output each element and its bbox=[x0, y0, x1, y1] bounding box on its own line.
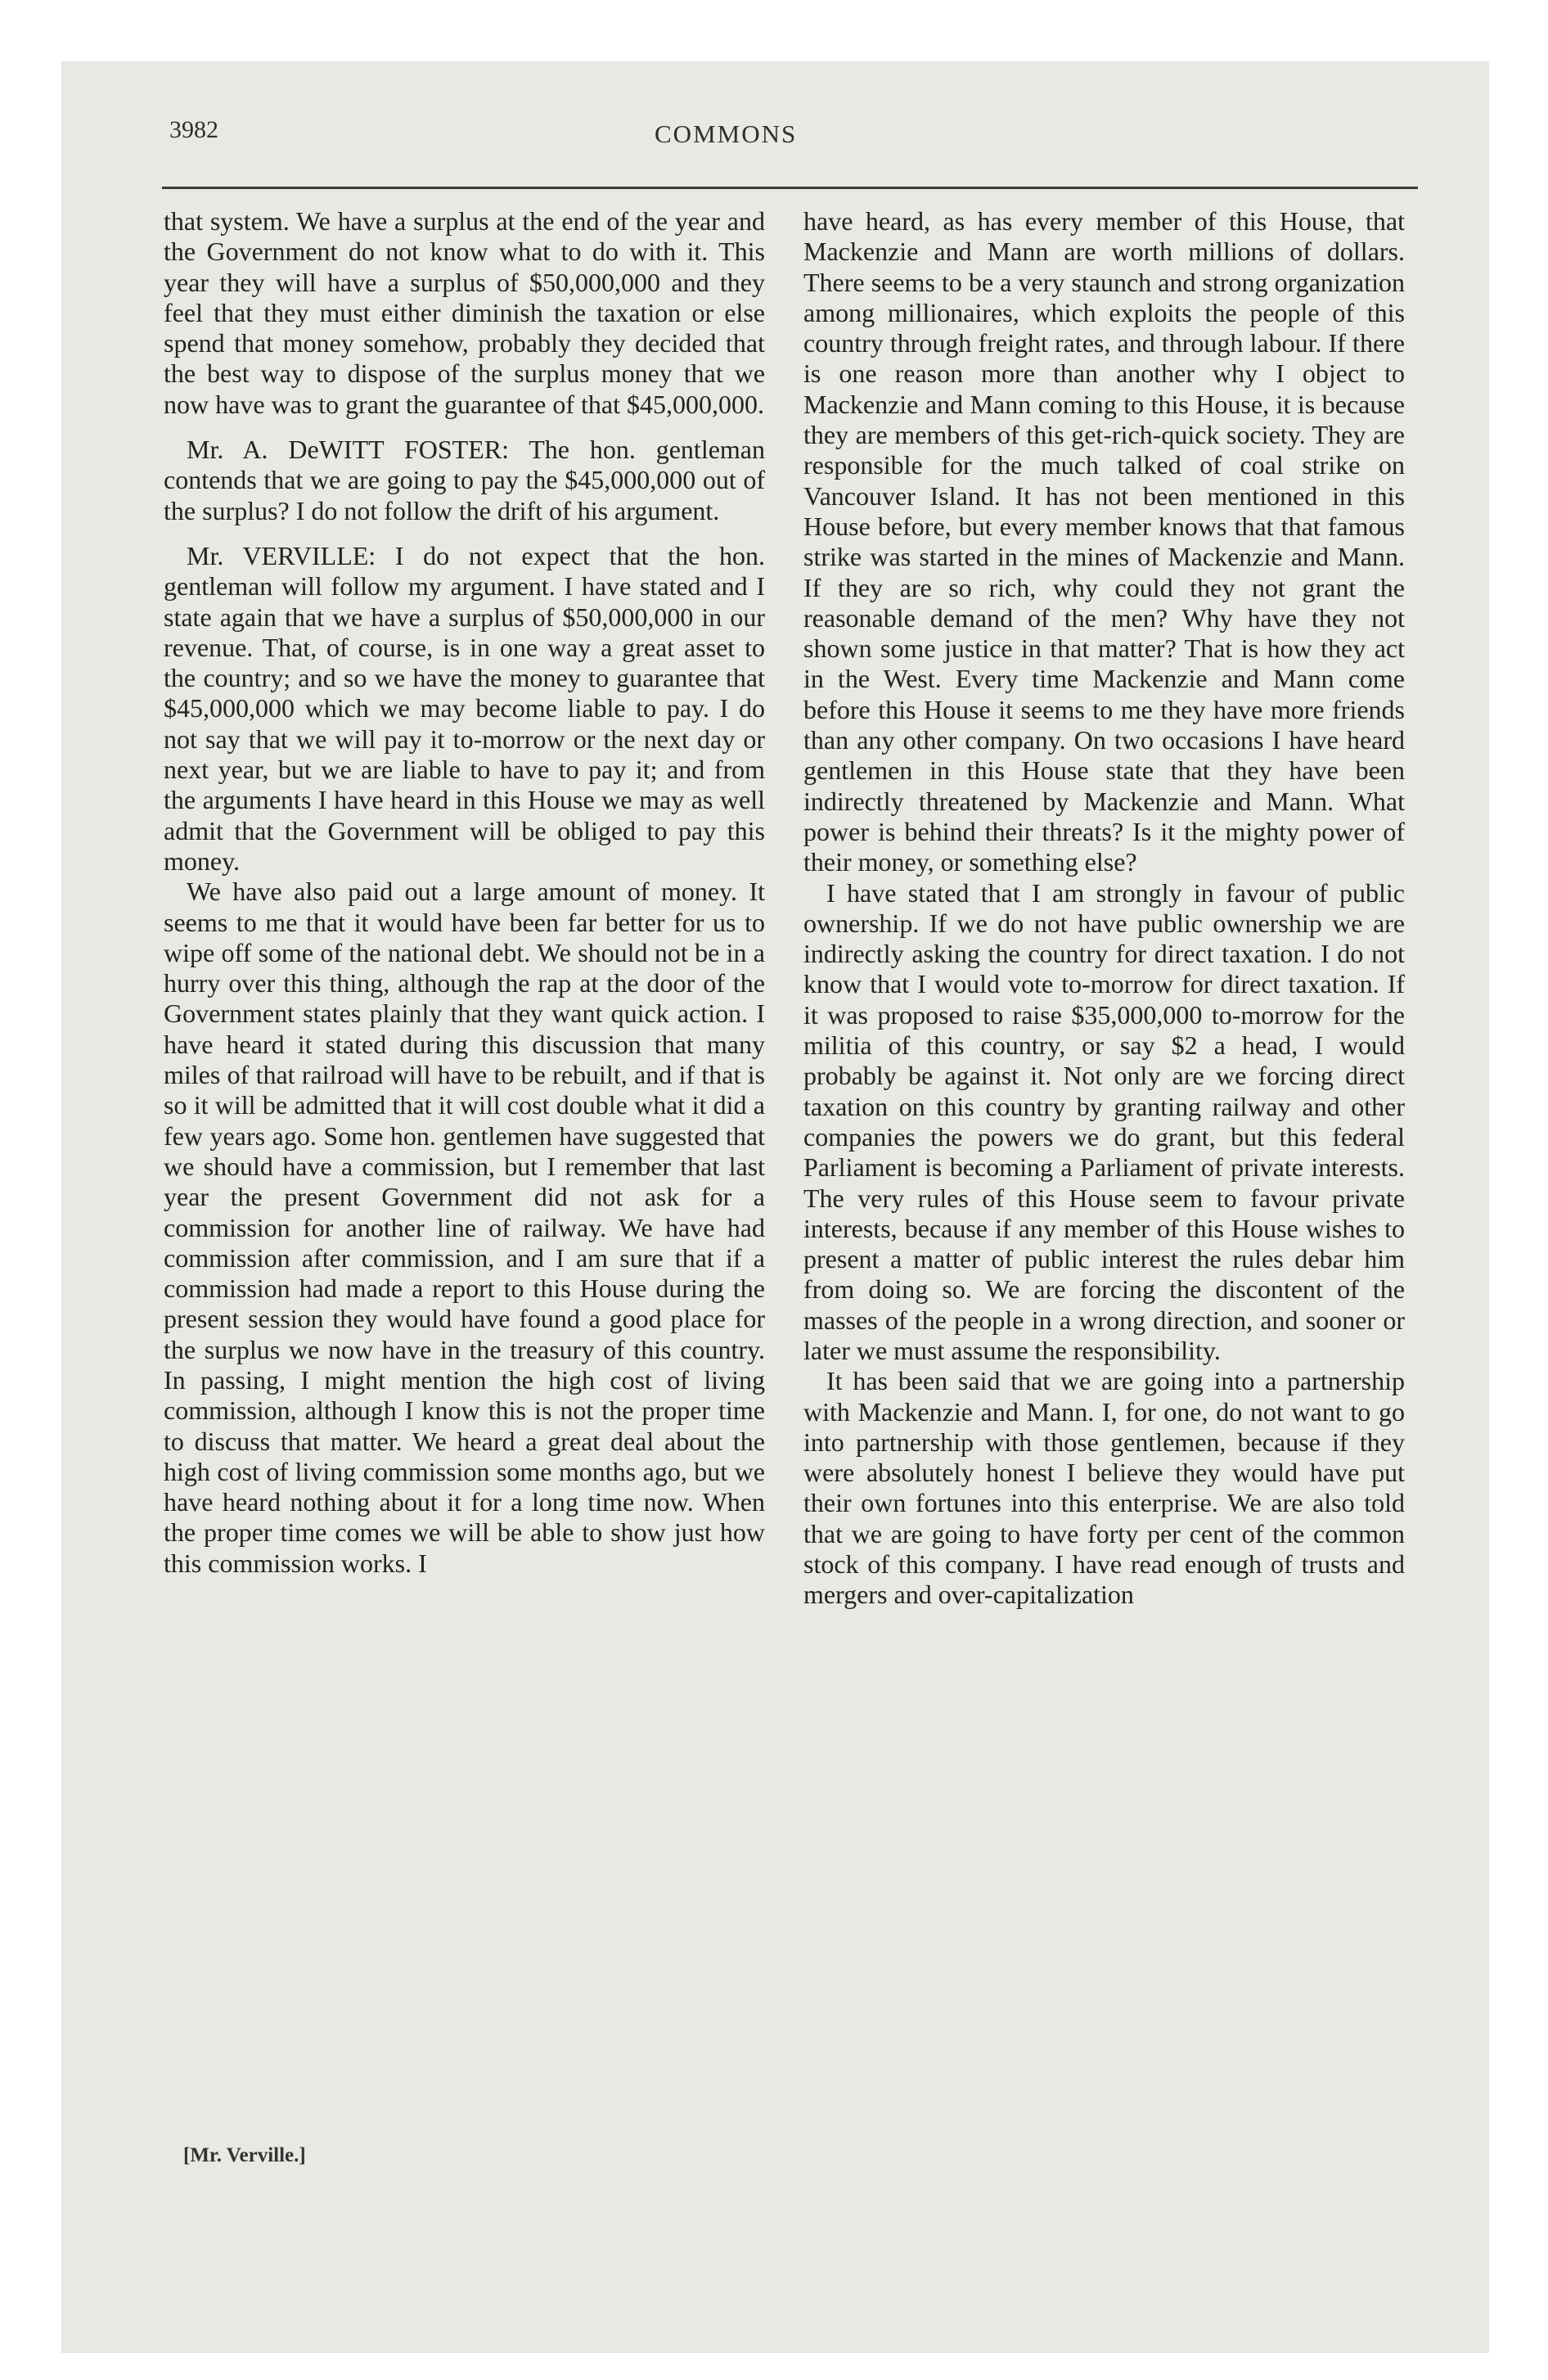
speaker-footer-tag: [Mr. Verville.] bbox=[183, 2144, 306, 2166]
page-number: 3982 bbox=[169, 116, 218, 143]
speech-verville: Mr. VERVILLE: I do not expect that the hon. gentleman will follow my argument. I have stated and I state again that we have a surplus of $50,000,000 in our revenue. That, of course, is in one way a great asset to the country; and so we have the money to guarantee that $45,000,000 which we may become liable to pay. I do not say that we will pay it to-morrow or the next day or next year, but we are liable to have to pay it; and from the arguments I have heard in this House we may as well admit that the Government will be obliged to pay this money. bbox=[164, 540, 765, 876]
left-column bbox=[164, 206, 765, 1579]
paragraph: have heard, as has every member of this House, that Mackenzie and Mann are worth millions of dollars. There seems to be a very staunch and strong organization among millionaires, which exploits the people of this country through freight rates, and through labour. If there is one reason more than another why I object to Mackenzie and Mann coming to this House, it is because they are members of this get-rich-quick society. They are responsible for the much talked of coal strike on Vancouver Island. It has not been mentioned in this House before, but every member knows that that famous strike was started in the mines of Mackenzie and Mann. If they are so rich, why could they not grant the reasonable demand of the men? Why have they not shown some justice in that matter? That is how they act in the West. Every time Mackenzie and Mann come before this House it seems to me they have more friends than any other company. On two occasions I have heard gentlemen in this House state that they have been indirectly threatened by Mackenzie and Mann. What power is behind their threats? Is it the mighty power of their money, or something else? bbox=[803, 206, 1405, 877]
paragraph: I have stated that I am strongly in favour of public ownership. If we do not have public ownership we are indirectly asking the country for direct taxation. I do not know that I would vote to-morrow for direct taxation. If it was proposed to raise $35,000,000 to-morrow for the militia of this country, or say $2 a head, I would probably be against it. Not only are we forcing direct taxation on this country by granting railway and other companies the powers we do grant, but this federal Parliament is becoming a Parliament of private interests. The very rules of this House seem to favour private interests, because if any member of this House wishes to present a matter of public interest the rules debar him from doing so. We are forcing the discontent of the masses of the people in a wrong direction, and sooner or later we must assume the responsibility. bbox=[803, 877, 1405, 1365]
paragraph: We have also paid out a large amount of money. It seems to me that it would have been far better for us to wipe off some of the national debt. We should not be in a hurry over this thing, although the rap at the door of the Government states plainly that they want quick action. I have heard it stated during this discussion that many miles of that railroad will have to be rebuilt, and if that is so it will be admitted that it will cost double what it did a few years ago. Some hon. gentlemen have suggested that we should have a commission, but I remember that last year the present Government did not ask for a commission for another line of railway. We have had commission after commission, and I am sure that if a commission had made a report to this House during the present session they would have found a good place for the surplus we now have in the treasury of this country. In passing, I might mention the high cost of living commission, although I know this is not the proper time to discuss that matter. We heard a great deal about the high cost of living commission some months ago, but we have heard nothing about it for a long time now. When the proper time comes we will be able to show just how this commission works. I bbox=[164, 877, 765, 1578]
paragraph: It has been said that we are going into a partnership with Mackenzie and Mann. I, for one, do not want to go into partnership with those gentlemen, because if they were absolutely honest I believe they would have put their own fortunes into this enterprise. We are also told that we are going to have forty per cent of the common stock of this company. I have read enough of trusts and mergers and over-capitalization bbox=[803, 1366, 1405, 1610]
speech-foster: Mr. A. DeWITT FOSTER: The hon. gentleman contends that we are going to pay the $45,000,000 out of the surplus? I do not follow the drift of his argument. bbox=[164, 435, 765, 525]
paragraph: that system. We have a surplus at the end of the year and the Government do not know what to do with it. This year they will have a surplus of $50,000,000 and they feel that they must either diminish the taxation or else spend that money somehow, probably they decided that the best way to dispose of the surplus money that we now have was to grant the guarantee of that $45,000,000. bbox=[164, 206, 765, 419]
header-rule bbox=[162, 187, 1418, 189]
right-column bbox=[803, 206, 1405, 1611]
running-head: COMMONS bbox=[655, 119, 798, 148]
